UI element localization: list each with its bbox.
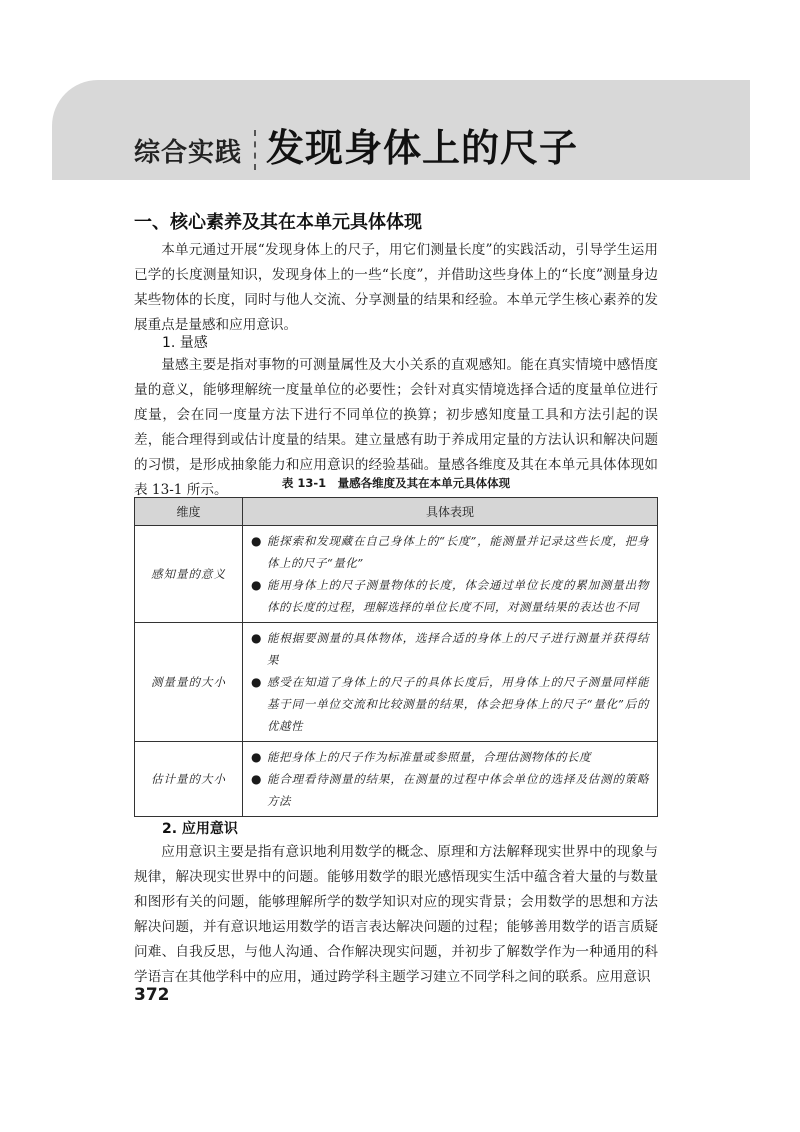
performance-cell (243, 742, 658, 817)
list-item (251, 530, 649, 574)
banner-label: 综合实践 (134, 138, 243, 168)
bullet-icon: ● (251, 534, 262, 548)
application-awareness-paragraph: 应用意识主要是指有意识地利用数学的概念、原理和方法解释现实世界中的现象与规律，解决现实世界中的问题。能够用数学的眼光感悟现实生活中蕴含着大量的与数量和图形有关的问题，能够理解所学的数学知识对应的现实背景；会用数学的思想和方法解决问题，并有意识地运用数学的语言表达解决问题的过程；能够善用数学的语言质疑问难、自我反思，与他人沟通、合作解决现实问题，并初步了解数学作为一种通用的科学语言在其他学科中的应用，通过跨学科主题学习建立不同学科之间的联系。应用意识 (134, 844, 658, 985)
list-item-text: 感受在知道了身体上的尺子的具体长度后，用身体上的尺子测量同样能基于同一单位交流和比较测量的结果，体会把身体上的尺子“量化”后的优越性 (267, 675, 649, 733)
chapter-title: 发现身体上的尺子 (266, 126, 579, 170)
banner-content (134, 126, 578, 170)
list-item (251, 627, 649, 671)
bullet-icon: ● (251, 772, 262, 786)
list-item-text: 能根据要测量的具体物体，选择合适的身体上的尺子进行测量并获得结果 (267, 631, 649, 667)
subheading-application-awareness: 2. 应用意识 (162, 821, 238, 837)
bullet-icon: ● (251, 631, 262, 645)
performance-cell (243, 623, 658, 742)
performance-cell (243, 526, 658, 623)
list-item-text: 能探索和发现藏在自己身体上的“长度”，能测量并记录这些长度，把身体上的尺子“量化” (267, 534, 649, 570)
list-item (251, 746, 649, 768)
list-item (251, 768, 649, 812)
bullet-icon: ● (251, 675, 262, 689)
dimension-table (134, 497, 658, 817)
dimension-cell: 测量量的大小 (135, 623, 243, 742)
dimension-cell: 估计量的大小 (135, 742, 243, 817)
section-heading: 一、核心素养及其在本单元具体体现 (134, 212, 422, 233)
list-item-text: 能合理看待测量的结果，在测量的过程中体会单位的选择及估测的策略方法 (267, 772, 649, 808)
sense-of-quantity-paragraph: 量感主要是指对事物的可测量属性及大小关系的直观感知。能在真实情境中感悟度量的意义，能够理解统一度量单位的必要性；会针对真实情境选择合适的度量单位进行度量，会在同一度量方法下进行不同单位的换算；初步感知度量工具和方法引起的误差，能合理得到或估计度量的结果。建立量感有助于养成用定量的方法认识和解决问题的习惯，是形成抽象能力和应用意识的经验基础。量感各维度及其在本单元具体体现如表 13-1 所示。 (134, 357, 658, 498)
table-row (135, 526, 658, 623)
bullet-icon: ● (251, 578, 262, 592)
dimension-cell: 感知量的意义 (135, 526, 243, 623)
table-header-row (135, 498, 658, 526)
subheading-sense-of-quantity: 1. 量感 (162, 335, 208, 351)
banner-divider (254, 130, 256, 170)
table-row (135, 623, 658, 742)
list-item (251, 574, 649, 618)
table-caption: 表 13-1 量感各维度及其在本单元具体体现 (281, 476, 511, 490)
list-item (251, 671, 649, 737)
bullet-icon: ● (251, 750, 262, 764)
page-number: 372 (134, 985, 170, 1005)
chapter-banner (52, 80, 750, 180)
list-item-text: 能用身体上的尺子测量物体的长度，体会通过单位长度的累加测量出物体的长度的过程，理解选择的单位长度不同，对测量结果的表达也不同 (267, 578, 649, 614)
table-header-performance: 具体表现 (243, 498, 658, 526)
list-item-text: 能把身体上的尺子作为标准量或参照量，合理估测物体的长度 (267, 750, 591, 764)
table-row (135, 742, 658, 817)
table-header-dimension: 维度 (135, 498, 243, 526)
intro-paragraph: 本单元通过开展“发现身体上的尺子，用它们测量长度”的实践活动，引导学生运用已学的长度测量知识，发现身体上的一些“长度”，并借助这些身体上的“长度”测量身边某些物体的长度，同时与他人交流、分享测量的结果和经验。本单元学生核心素养的发展重点是量感和应用意识。 (134, 242, 658, 333)
